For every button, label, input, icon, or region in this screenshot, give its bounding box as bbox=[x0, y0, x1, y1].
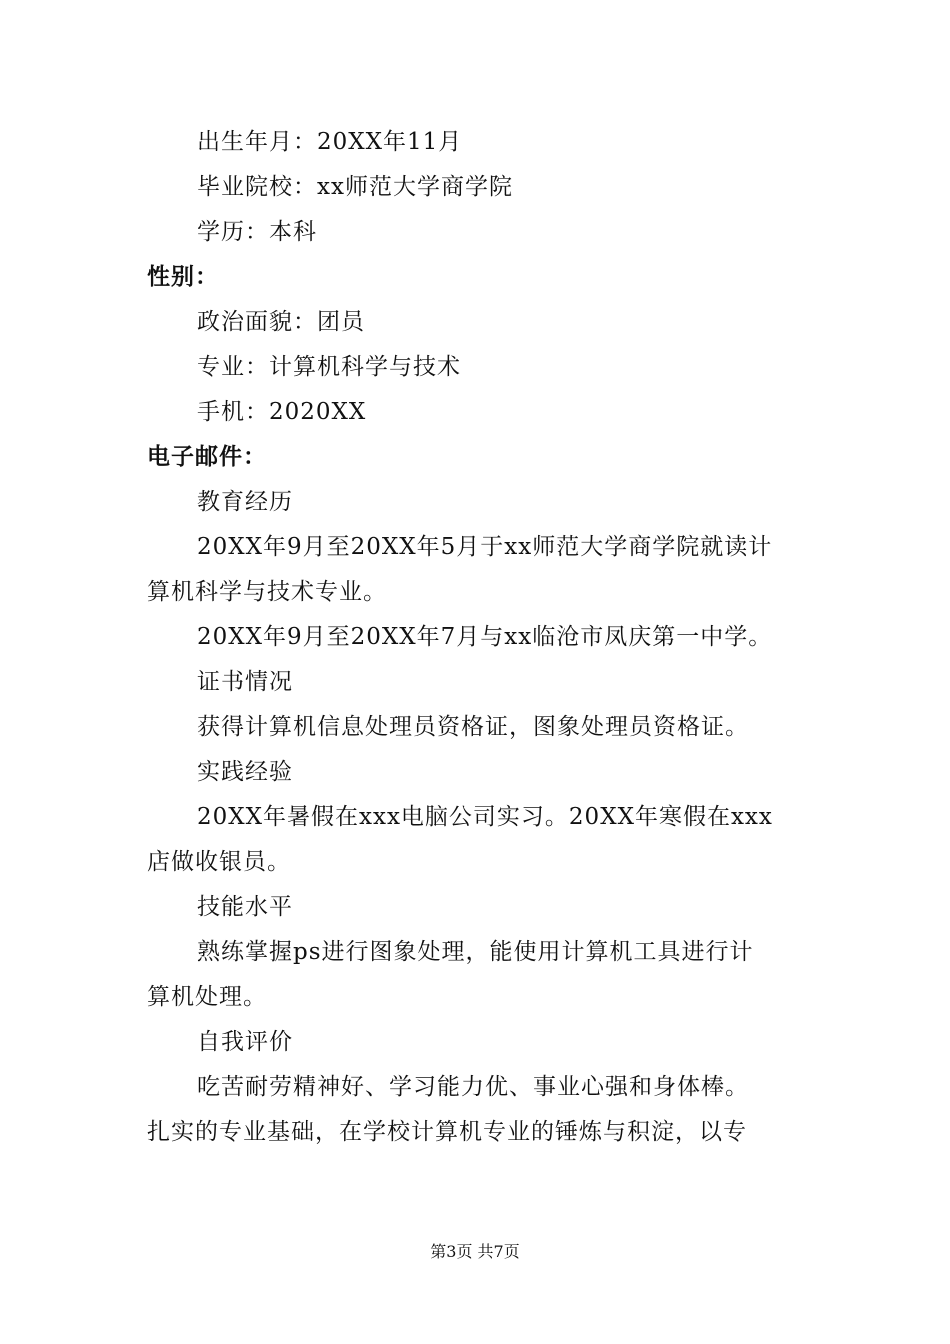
education-item-1-line-1: 20XX年9月至20XX年5月于xx师范大学商学院就读计 bbox=[197, 534, 773, 560]
school-line: 毕业院校：xx师范大学商学院 bbox=[197, 174, 513, 200]
practice-heading: 实践经验 bbox=[197, 759, 293, 785]
practice-line-1: 20XX年暑假在xxx电脑公司实习。20XX年寒假在xxx bbox=[197, 804, 773, 830]
birth-date-line: 出生年月：20XX年11月 bbox=[197, 129, 463, 155]
phone-line: 手机：2020XX bbox=[197, 399, 367, 425]
self-eval-line-1: 吃苦耐劳精神好、学习能力优、事业心强和身体棒。 bbox=[197, 1074, 749, 1100]
political-status-line: 政治面貌：团员 bbox=[197, 309, 365, 335]
education-item-2: 20XX年9月至20XX年7月与xx临沧市凤庆第一中学。 bbox=[197, 624, 773, 650]
email-label: 电子邮件： bbox=[147, 444, 267, 470]
page-footer: 第3页 共7页 bbox=[430, 1242, 520, 1261]
education-level-line: 学历：本科 bbox=[197, 219, 317, 245]
major-line: 专业：计算机科学与技术 bbox=[197, 354, 461, 380]
certificates-text: 获得计算机信息处理员资格证，图象处理员资格证。 bbox=[197, 714, 749, 740]
skills-line-1: 熟练掌握ps进行图象处理，能使用计算机工具进行计 bbox=[197, 939, 754, 965]
self-eval-line-2: 扎实的专业基础，在学校计算机专业的锤炼与积淀，以专 bbox=[147, 1119, 747, 1145]
skills-line-2: 算机处理。 bbox=[147, 984, 267, 1010]
certificates-heading: 证书情况 bbox=[197, 669, 293, 695]
education-heading: 教育经历 bbox=[197, 489, 293, 515]
gender-label: 性别： bbox=[147, 264, 219, 290]
education-item-1-line-2: 算机科学与技术专业。 bbox=[147, 579, 387, 605]
skills-heading: 技能水平 bbox=[197, 894, 293, 920]
self-eval-heading: 自我评价 bbox=[197, 1029, 293, 1055]
practice-line-2: 店做收银员。 bbox=[147, 849, 291, 875]
